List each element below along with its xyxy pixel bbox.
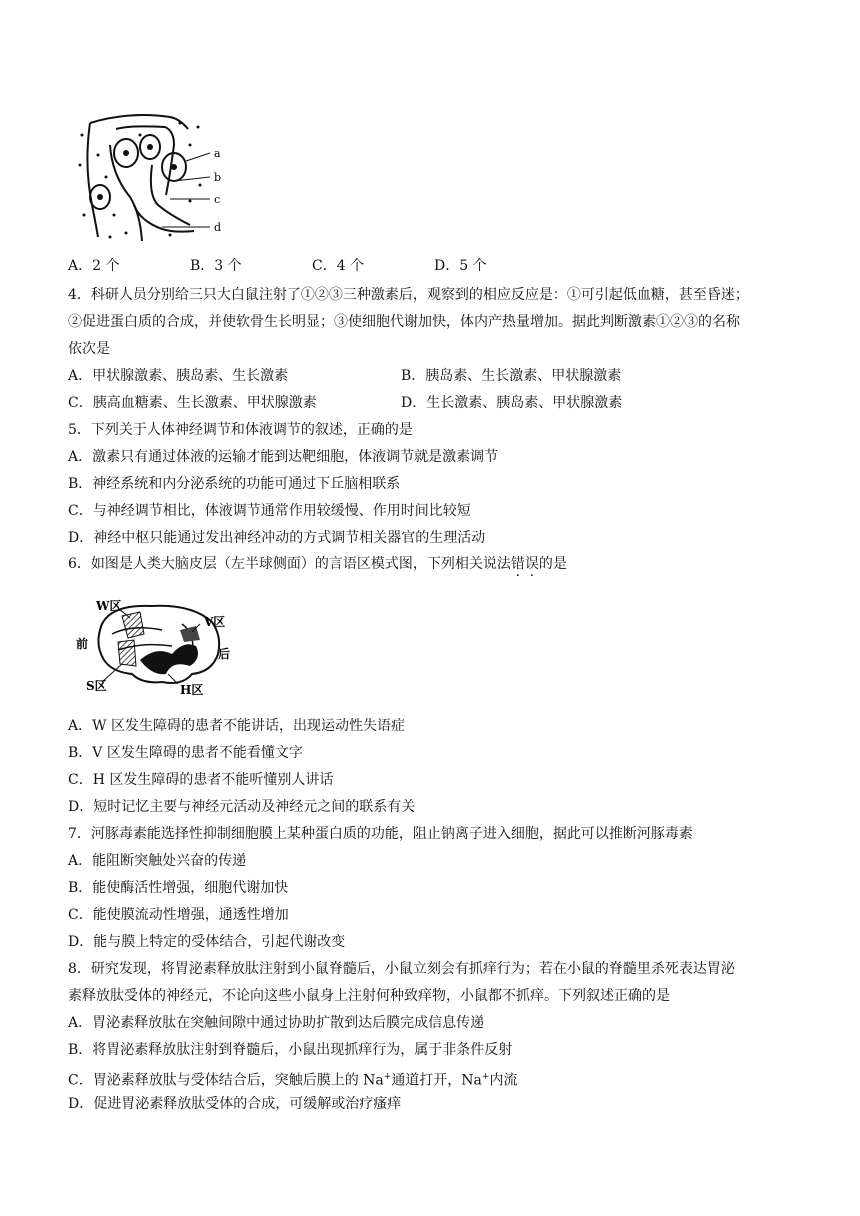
q6-option-a: A．W 区发生障碍的患者不能讲话，出现运动性失语症 xyxy=(68,718,405,734)
brain-label-w: W区 xyxy=(96,599,122,613)
brain-language-area-figure xyxy=(72,594,242,699)
q5-option-b: B．神经系统和内分泌系统的功能可通过下丘脑相联系 xyxy=(68,476,401,492)
q6-stem-emph-2: 误 xyxy=(524,556,539,572)
q8-option-c-part3: 内流 xyxy=(489,1072,518,1089)
q8-superscript-plus-1: + xyxy=(383,1072,392,1082)
q6-option-b: B．V 区发生障碍的患者不能看懂文字 xyxy=(68,745,303,761)
q8-option-b: B．将胃泌素释放肽注射到脊髓后，小鼠出现抓痒行为，属于非条件反射 xyxy=(68,1042,513,1058)
q3-options xyxy=(68,256,487,276)
q4-stem-line3: 依次是 xyxy=(68,341,110,357)
q7-stem: 7．河豚毒素能选择性抑制细胞膜上某种蛋白质的功能，阻止钠离子进入细胞，据此可以推断河豚毒素 xyxy=(68,826,693,842)
q8-stem-line1: 8．研究发现，将胃泌素释放肽注射到小鼠脊髓后，小鼠立刻会有抓痒行为；若在小鼠的脊髓里杀死表达胃泌 xyxy=(68,961,735,977)
fig1-label-b: b xyxy=(214,171,222,184)
q7-option-b: B．能使酶活性增强，细胞代谢加快 xyxy=(68,880,289,896)
q8-stem-line2: 素释放肽受体的神经元，不论向这些小鼠身上注射何种致痒物，小鼠都不抓痒。下列叙述正确的是 xyxy=(68,988,670,1004)
q4-options-row1 xyxy=(68,366,621,386)
q6-option-d: D．短时记忆主要与神经元活动及神经元之间的联系有关 xyxy=(68,799,416,815)
q3-option-a: A．2 个 xyxy=(68,258,120,274)
q6-option-c: C．H 区发生障碍的患者不能听懂别人讲话 xyxy=(68,772,334,788)
q8-option-c xyxy=(68,1067,517,1091)
q8-option-c-part1: C．胃泌素释放肽与受体结合后，突触后膜上的 Na xyxy=(68,1072,384,1089)
q3-option-c: C．4 个 xyxy=(312,258,365,274)
q8-superscript-plus-2: + xyxy=(481,1072,490,1082)
q4-stem-line2: ②促进蛋白质的合成，并使软骨生长明显；③使细胞代谢加快，体内产热量增加。据此判断激素①②③的名称 xyxy=(68,314,740,330)
q8-option-d: D．促进胃泌素释放肽受体的合成，可缓解或治疗瘙痒 xyxy=(68,1096,402,1112)
q4-option-b: B．胰岛素、生长激素、甲状腺激素 xyxy=(401,368,622,384)
q5-stem: 5．下列关于人体神经调节和体液调节的叙述，正确的是 xyxy=(68,422,413,438)
q8-option-a: A．胃泌素释放肽在突触间隙中通过协助扩散到达后膜完成信息传递 xyxy=(68,1015,485,1031)
q6-stem xyxy=(68,554,567,574)
q7-option-a: A．能阻断突触处兴奋的传递 xyxy=(68,853,247,869)
q4-option-a: A．甲状腺激素、胰岛素、生长激素 xyxy=(68,368,289,384)
q4-options-row2 xyxy=(68,393,622,413)
q4-option-c: C．胰高血糖素、生长激素、甲状腺激素 xyxy=(68,395,317,411)
fig1-label-d: d xyxy=(214,221,222,234)
brain-label-back: 后 xyxy=(218,647,231,661)
q3-option-d: D．5 个 xyxy=(434,258,487,274)
brain-label-front: 前 xyxy=(76,637,89,651)
q4-option-d: D．生长激素、胰岛素、甲状腺激素 xyxy=(401,395,623,411)
fig1-label-a: a xyxy=(214,147,221,160)
q6-stem-main: 6．如图是人类大脑皮层（左半球侧面）的言语区模式图，下列相关说法 xyxy=(68,556,511,572)
q6-stem-end: 的是 xyxy=(538,556,567,572)
brain-label-v: V区 xyxy=(204,615,226,629)
tissue-figure xyxy=(70,105,240,245)
q7-option-d: D．能与膜上特定的受体结合，引起代谢改变 xyxy=(68,934,346,950)
q5-option-a: A．激素只有通过体液的运输才能到达靶细胞，体液调节就是激素调节 xyxy=(68,449,499,465)
q4-stem-line1: 4．科研人员分别给三只大白鼠注射了①②③三种激素后，观察到的相应反应是：①可引起低血糖，甚至昏迷； xyxy=(68,287,749,303)
brain-label-h: H区 xyxy=(180,683,204,697)
q5-option-d: D．神经中枢只能通过发出神经冲动的方式调节相关器官的生理活动 xyxy=(68,530,486,546)
q3-option-b: B．3 个 xyxy=(190,258,242,274)
fig1-label-c: c xyxy=(214,193,221,206)
q5-option-c: C．与神经调节相比，体液调节通常作用较缓慢、作用时间比较短 xyxy=(68,503,471,519)
q6-stem-emph-1: 错 xyxy=(510,556,525,572)
q8-option-c-part2: 通道打开，Na xyxy=(391,1072,482,1089)
brain-label-s: S区 xyxy=(86,679,107,693)
q7-option-c: C．能使膜流动性增强，通透性增加 xyxy=(68,907,289,923)
